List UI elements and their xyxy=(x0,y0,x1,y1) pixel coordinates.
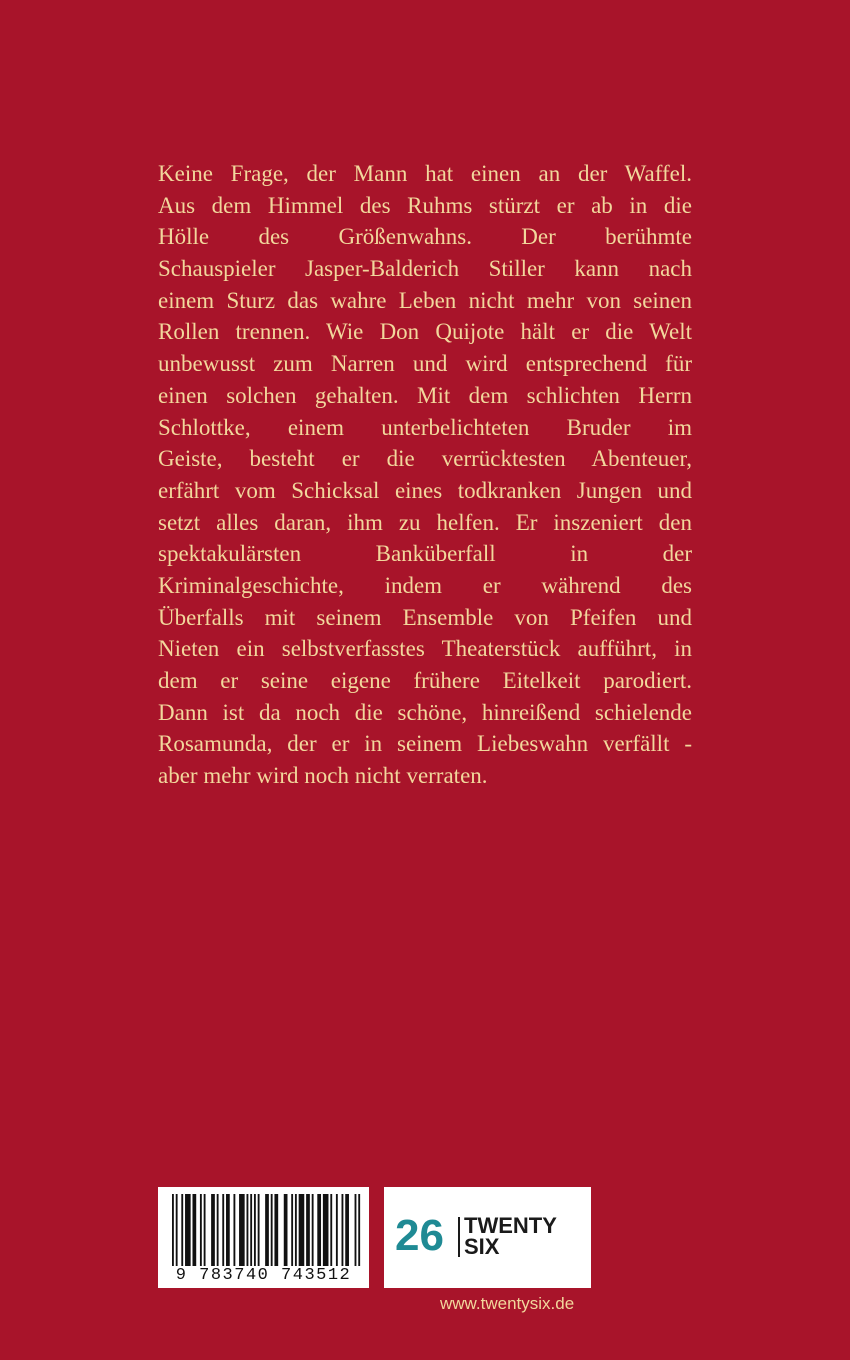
blurb-line: unbewusst zum Narren und wird entsprechend für xyxy=(158,351,692,377)
blurb-line: Kriminalgeschichte, indem er während des xyxy=(158,572,692,598)
isbn-barcode xyxy=(158,1187,369,1288)
logo-word-line2: SIX xyxy=(464,1234,500,1259)
logo-wordmark xyxy=(464,1215,557,1257)
blurb-line: einen solchen gehalten. Mit dem schlichten Herrn xyxy=(158,382,692,408)
barcode-bars xyxy=(172,1194,362,1266)
blurb-line: Rosamunda, der er in seinem Liebeswahn verfällt - xyxy=(158,731,692,757)
barcode-bar xyxy=(233,1194,235,1266)
barcode-bar xyxy=(211,1194,215,1266)
blurb-line: Nieten ein selbstverfasstes Theaterstück aufführt, in xyxy=(158,636,692,662)
barcode-bar xyxy=(200,1194,202,1266)
barcode-bar xyxy=(258,1194,260,1266)
barcode-bar xyxy=(265,1194,269,1266)
barcode-bar xyxy=(342,1194,344,1266)
barcode-bar xyxy=(185,1194,191,1266)
barcode-bar xyxy=(284,1194,288,1266)
barcode-bar xyxy=(355,1194,357,1266)
blurb-line: dem er seine eigene frühere Eitelkeit parodiert. xyxy=(158,668,692,693)
barcode-bar xyxy=(250,1194,252,1266)
blurb-line: Überfalls mit seinem Ensemble von Pfeifen und xyxy=(158,604,692,630)
barcode-bar xyxy=(306,1194,310,1266)
barcode-bar xyxy=(274,1194,278,1266)
logo-word-line1: TWENTY xyxy=(464,1213,557,1238)
blurb-line: einem Sturz das wahre Leben nicht mehr von seinen xyxy=(158,287,692,313)
barcode-bar xyxy=(204,1194,206,1266)
blurb-line: Rollen trennen. Wie Don Quijote hält er die Welt xyxy=(158,319,692,345)
barcode-bar xyxy=(323,1194,329,1266)
barcode-bar xyxy=(345,1194,349,1266)
barcode-bar xyxy=(254,1194,256,1266)
blurb-line: Dann ist da noch die schöne, hinreißend schielende xyxy=(158,699,692,725)
logo-divider xyxy=(458,1217,460,1257)
barcode-bar xyxy=(176,1194,178,1266)
publisher-website: www.twentysix.de xyxy=(440,1294,575,1313)
barcode-bar xyxy=(358,1194,360,1266)
barcode-bar xyxy=(312,1194,314,1266)
isbn-digits: 9 783740 743512 xyxy=(175,1266,352,1285)
blurb-line: Aus dem Himmel des Ruhms stürzt er ab in die xyxy=(158,192,692,218)
barcode-bar xyxy=(317,1194,321,1266)
blurb-line: Hölle des Größenwahns. Der berühmte xyxy=(158,224,692,250)
barcode-bar xyxy=(226,1194,230,1266)
blurb-line: erfährt vom Schicksal eines todkranken Jungen und xyxy=(158,477,692,503)
barcode-bar xyxy=(291,1194,293,1266)
barcode-bar xyxy=(247,1194,249,1266)
barcode-bar xyxy=(192,1194,196,1266)
barcode-bar xyxy=(336,1194,338,1266)
blurb-line: setzt alles daran, ihm zu helfen. Er inszeniert den xyxy=(158,509,692,535)
barcode-bar xyxy=(271,1194,273,1266)
blurb-line: aber mehr wird noch nicht verraten. xyxy=(158,763,488,789)
barcode-bar xyxy=(181,1194,183,1266)
blurb-line: Schauspieler Jasper-Balderich Stiller kann nach xyxy=(158,256,692,282)
barcode-bar xyxy=(217,1194,219,1266)
barcode-bar xyxy=(222,1194,224,1266)
publisher-logo xyxy=(384,1187,591,1288)
barcode-bar xyxy=(172,1194,174,1266)
barcode-bar xyxy=(239,1194,245,1266)
logo-number: 26 xyxy=(395,1211,444,1260)
blurb-line: Geiste, besteht er die verrücktesten Abenteuer, xyxy=(158,446,692,472)
barcode-bar xyxy=(295,1194,297,1266)
blurb-line: Keine Frage, der Mann hat einen an der Waffel. xyxy=(158,161,692,186)
blurb-line: spektakulärsten Banküberfall in der xyxy=(158,541,692,567)
blurb-text xyxy=(158,158,692,792)
blurb-line: Schlottke, einem unterbelichteten Bruder im xyxy=(158,414,692,440)
barcode-bar xyxy=(330,1194,332,1266)
barcode-bar xyxy=(299,1194,305,1266)
